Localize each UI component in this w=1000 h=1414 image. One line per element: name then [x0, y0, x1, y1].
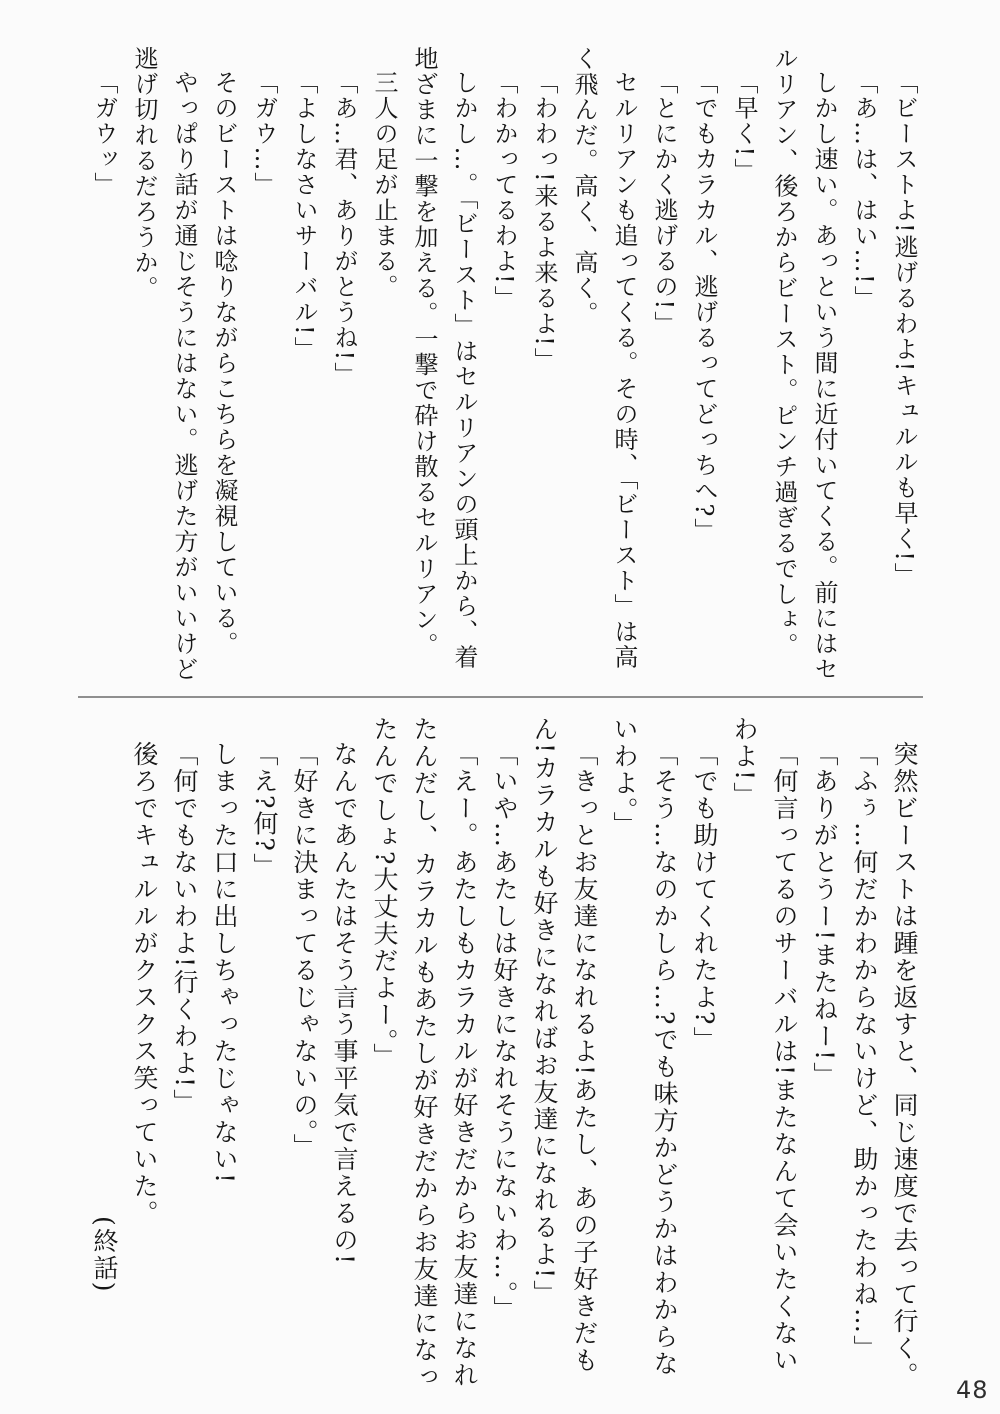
paragraph: しかし速い。あっという間に近付いてくる。前にはセルリアン、後ろからビースト。ピンチ過ぎるでしょ。 [770, 46, 838, 682]
paragraph: やっぱり話が通じそうにはない。逃げた方がいいけど逃げ切れるだろうか。 [130, 46, 198, 682]
paragraph: 「ガウッ」 [90, 70, 118, 198]
paragraph: 「とにかく逃げるの!」 [650, 70, 678, 337]
paragraph: 「ビーストよ!逃げるわよ!キュルルも早く!」 [890, 70, 918, 588]
paragraph: 「何言ってるのサーバルは!またなんて会いたくないわよ!」 [730, 716, 799, 1375]
page-number: 48 [956, 1376, 989, 1404]
paragraph: 「えー。あたしもカラカルが好きだからお友達になれたんだし、カラカルもあたしが好きだからお友達になったんでしょ?大丈夫だよー。」 [370, 716, 479, 1391]
section-divider-line [78, 696, 923, 698]
paragraph: 「早く!」 [730, 70, 758, 184]
paragraph: しまった口に出しちゃったじゃない! [210, 741, 239, 1186]
paragraph: 「でも助けてくれたよ?」 [690, 741, 719, 1054]
paragraph: なんであんたはそう言う事平気で言えるの! [330, 741, 359, 1267]
paragraph: しかし…。「ビースト」はセルリアンの頭上から、着地ざまに一撃を加える。一撃で砕け散るセルリアン。 [410, 46, 478, 670]
paragraph: 「ふぅ…何だかわからないけど、助かったわね…」 [850, 741, 879, 1362]
paragraph: 「いや…あたしは好きになれそうにないわ…。」 [490, 741, 519, 1323]
paragraph: 「ありがとうー!またねー!」 [810, 741, 839, 1090]
paragraph: 後ろでキュルルがクスクス笑っていた。 [130, 741, 159, 1227]
paragraph: 「そう…なのかしら…?でも味方かどうかはわからないわよ。」 [610, 716, 679, 1378]
paragraph: 突然ビーストは踵を返すと、同じ速度で去って行く。 [890, 741, 919, 1389]
paragraph: 「ガウ…」 [250, 70, 278, 198]
paragraph: 「でもカラカル、逃げるってどっちへ?」 [690, 70, 718, 544]
paragraph: セルリアンも追ってくる。その時、「ビースト」は高く飛んだ。高く、高く。 [570, 46, 638, 670]
paragraph: 「わかってるわよ!」 [490, 70, 518, 311]
paragraph: 「わわっ!来るよ来るよ!」 [530, 70, 558, 373]
paragraph: 「きっとお友達になれるよ!あたし、あの子好きだもん!カラカルも好きになればお友達になれるよ!」 [530, 716, 599, 1375]
paragraph: 「え?何?」 [250, 741, 279, 880]
paragraph: (終話) [90, 1216, 119, 1294]
paragraph: そのビーストは唸りながらこちらを凝視している。 [210, 70, 238, 657]
paragraph: 三人の足が止まる。 [370, 70, 398, 300]
bottom-text-block [72, 716, 924, 1392]
top-text-block [72, 46, 924, 685]
paragraph: 「何でもないわよ!行くわよ!」 [170, 741, 199, 1117]
paragraph: 「好きに決まってるじゃないの。」 [290, 741, 319, 1161]
paragraph: 「あ…は、はい…!」 [850, 70, 878, 311]
paragraph: 「あ…君、ありがとうね!」 [330, 70, 358, 388]
paragraph: 「よしなさいサーバル!」 [290, 70, 318, 362]
